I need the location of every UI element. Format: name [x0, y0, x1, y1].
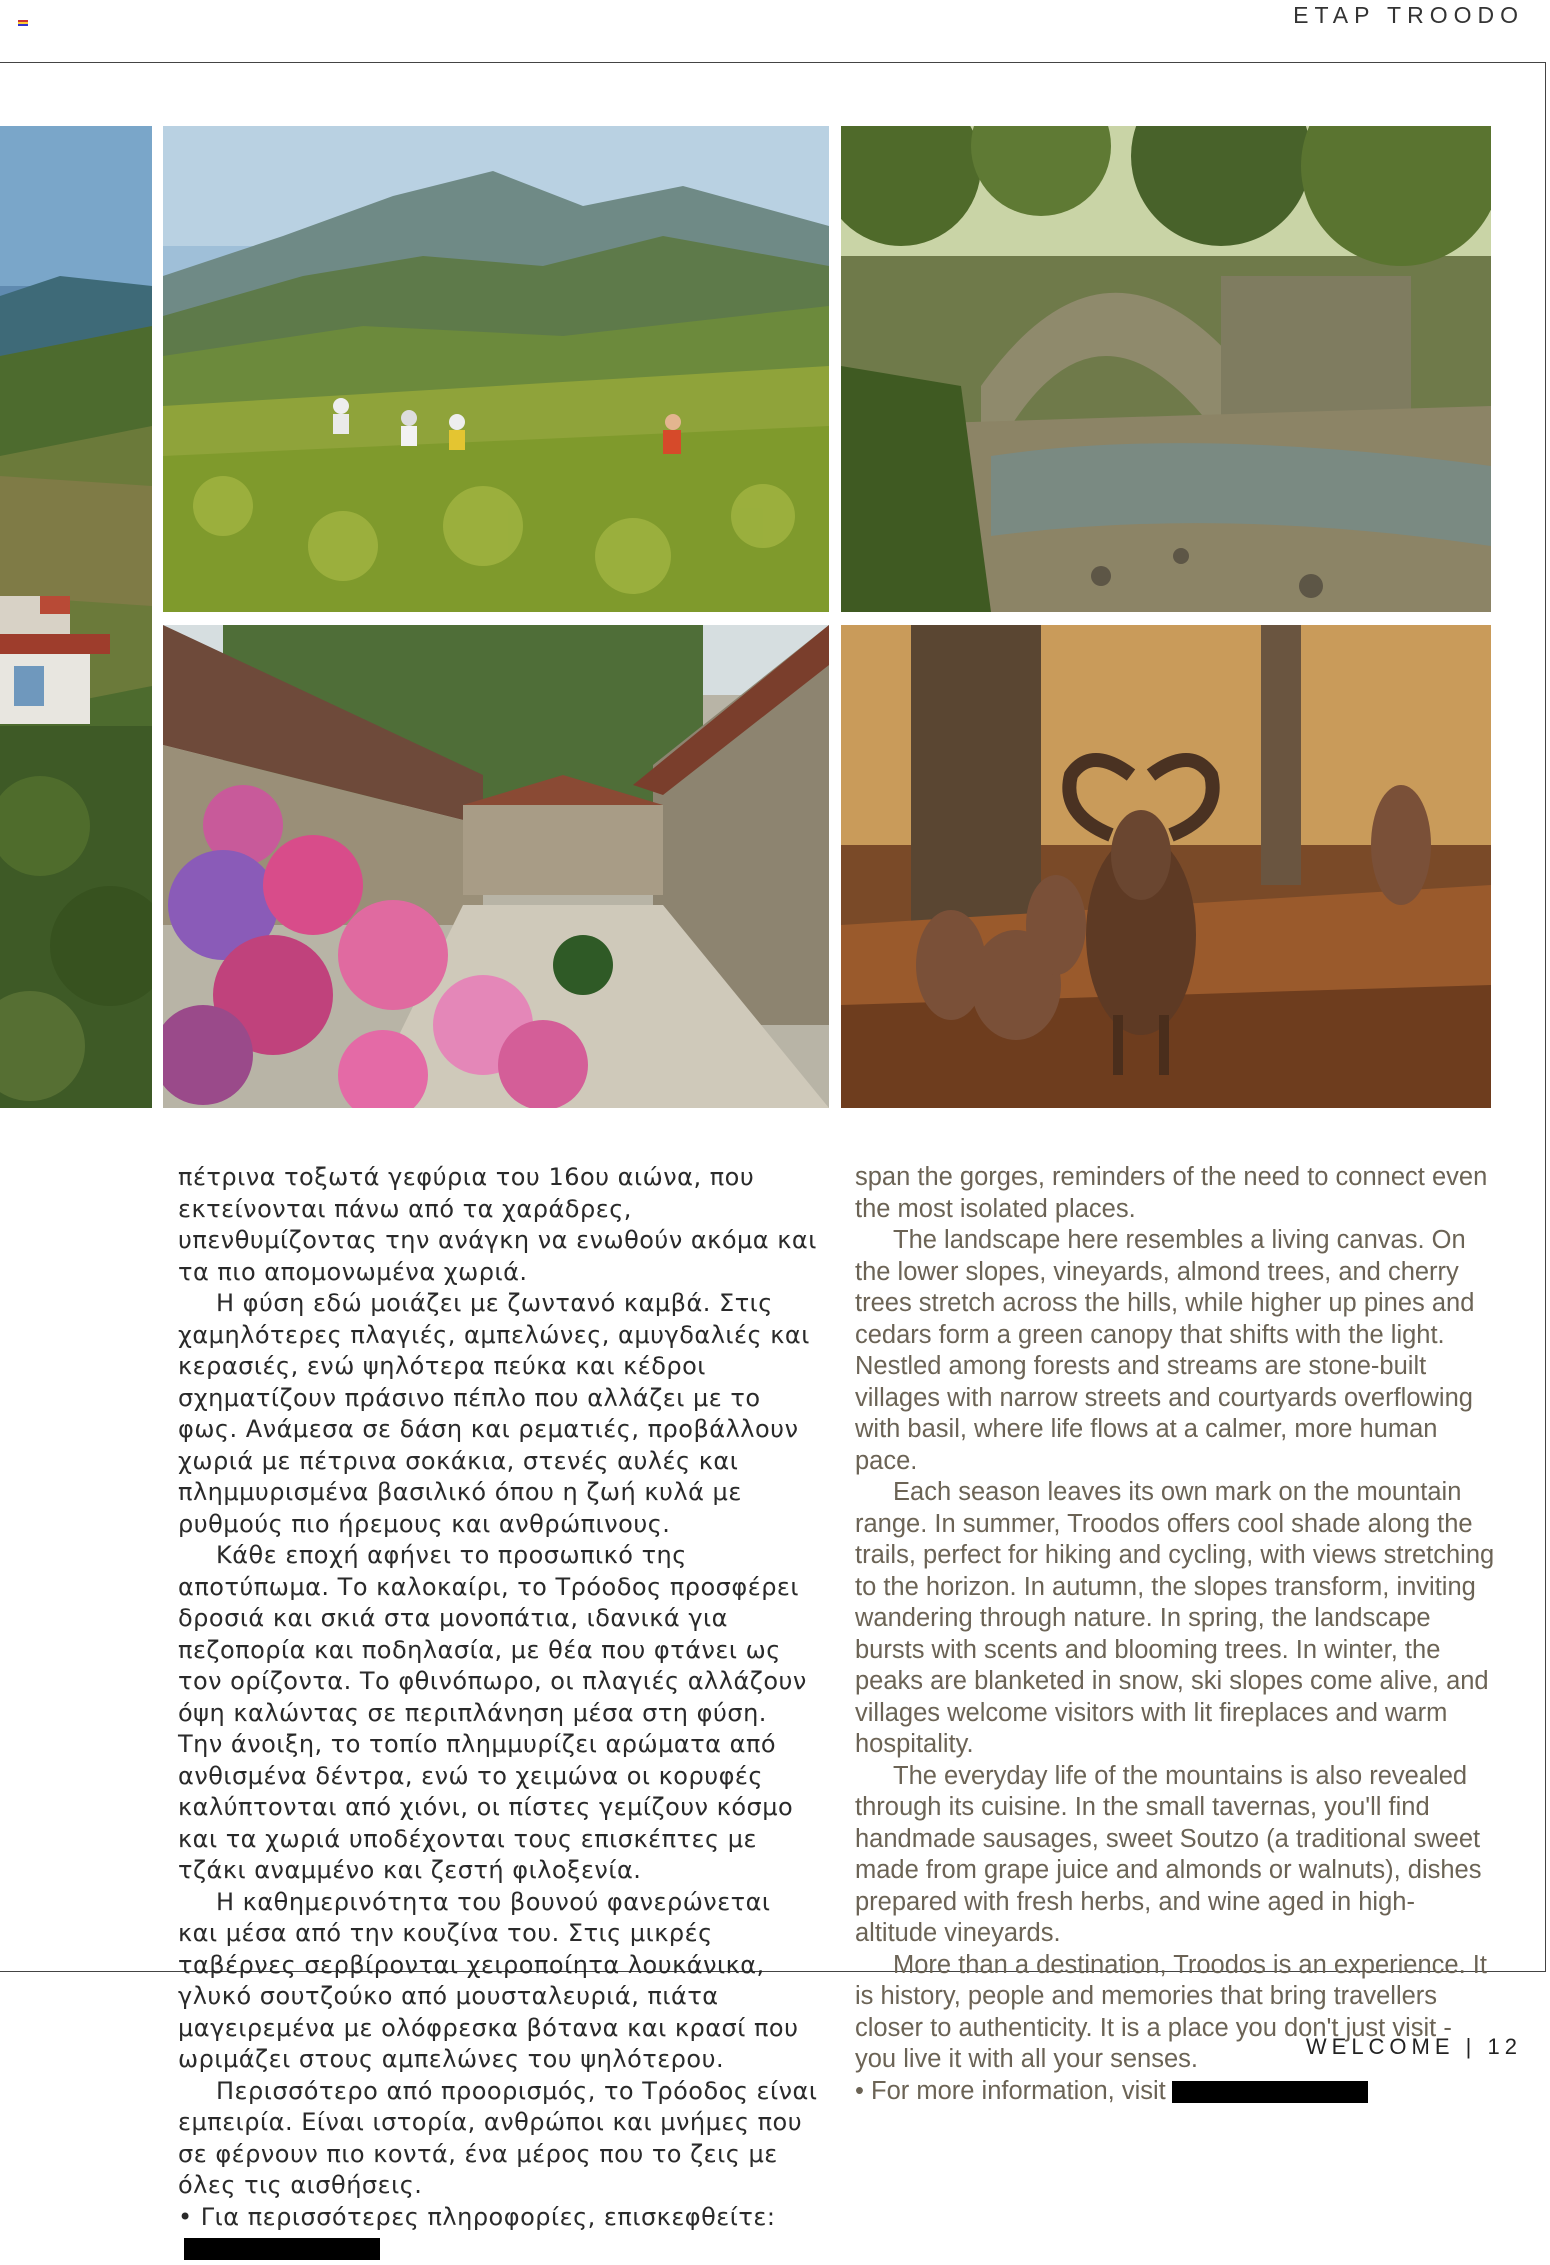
greek-paragraph-2: Η φύση εδώ μοιάζει με ζωντανό καμβά. Στις χαμηλότερες πλαγιές, αμπελώνες, αμυγδαλιές και κερασιές, ενώ ψηλότερα πεύκα και κέδροι σχηματίζουν πράσινο πέπλο που αλλάζει με το φως. Ανάμεσα σε δάση και ρεματιές, προβάλλουν χωριά με πέτρινα σοκάκια, στενές αυλές και πλημμυρισμένα βασιλικό όπου η ζωή κυλά με ρυθμούς πιο ήρεμους και ανθρώπινους. [178, 1289, 810, 1538]
page-number: 12 [1487, 2034, 1522, 2059]
photo-stone-bridge-forest [841, 126, 1491, 612]
page-footer [1306, 2034, 1522, 2060]
english-paragraph-4: The everyday life of the mountains is also revealed through its cuisine. In the small tavernas, you'll find handmade sausages, sweet Soutzo (a traditional sweet made from grape juice and almonds or walnuts), dishes prepared with fresh herbs, and wine aged in high-altitude vineyards. [855, 1761, 1482, 1947]
english-info-line [855, 2076, 1495, 2108]
greek-paragraph-4: Η καθημερινότητα του βουνού φανερώνεται και μέσα από την κουζίνα του. Στις μικρές ταβέρνες σερβίρονται χειροποίητα λουκάνικα, γλυκό σουτζούκο από μουσταλευριά, πιάτα μαγειρεμένα με ολόφρεσκα βότανα και κρασί που ωριμάζει στους αμπελώνες του ψηλότερου. [178, 1887, 799, 2073]
english-info-text: • For more information, visit [855, 2076, 1166, 2105]
redacted-link [184, 2238, 380, 2260]
footer-section-label: WELCOME | [1305, 2034, 1477, 2059]
frame-divider-right [1545, 62, 1546, 1972]
redacted-link [1172, 2081, 1368, 2103]
english-paragraph-2: The landscape here resembles a living canvas. On the lower slopes, vineyards, almond trees, and cherry trees stretch across the hills, while higher up pines and cedars form a green canopy that shifts with the light. Nestled among forests and streams are stone-built villages with narrow streets and courtyards overflowing with basil, where life flows at a calmer, more human pace. [855, 1226, 1475, 1475]
photo-mountain-village-edge [0, 126, 152, 1108]
english-paragraph-5: More than a destination, Troodos is an experience. It is history, people and memories that bring travellers closer to authenticity. It is a place you don't just visit - you live it with all your senses. [855, 1950, 1487, 2073]
english-paragraph-3: Each season leaves its own mark on the mountain range. In summer, Troodos offers cool shade along the trails, perfect for hiking and cycling, with views stretching to the horizon. In autumn, the slopes transform, inviting wandering through nature. In spring, the landscape bursts with scents and blooming trees. In winter, the peaks are blanketed in snow, ski slopes come alive, and villages welcome visitors with lit fireplaces and warm hospitality. [855, 1478, 1495, 1758]
frame-divider-top [0, 62, 1546, 63]
greek-info-line [178, 2202, 818, 2265]
greek-info-text: • Για περισσότερες πληροφορίες, επισκεφθείτε: [178, 2202, 776, 2231]
article-column-greek [178, 1162, 818, 2265]
photo-mouflon-forest [841, 625, 1491, 1108]
flag-icon [18, 20, 28, 26]
greek-paragraph-1: πέτρινα τοξωτά γεφύρια του 16ου αιώνα, που εκτείνονται πάνω από τα χαράδρες, υπενθυμίζοντας την ανάγκη να ενωθούν ακόμα και τα πιο απομονωμένα χωριά. [178, 1163, 817, 1286]
greek-paragraph-5: Περισσότερο από προορισμός, το Τρόοδος είναι εμπειρία. Είναι ιστορία, ανθρώποι και μνήμες που σε φέρνουν πιο κοντά, ένα μέρος που το ζεις με όλες τις αισθήσεις. [178, 2076, 818, 2199]
photo-vineyard-cyclists [163, 126, 829, 612]
photo-monastery-courtyard-hydrangeas [163, 625, 829, 1108]
article-column-english [855, 1162, 1495, 2107]
english-paragraph-1: span the gorges, reminders of the need to connect even the most isolated places. [855, 1163, 1488, 1223]
greek-paragraph-3: Κάθε εποχή αφήνει το προσωπικό της αποτύπωμα. Το καλοκαίρι, το Τρόοδος προσφέρει δροσιά και σκιά στα μονοπάτια, ιδανικά για πεζοπορία και ποδηλασία, με θέα που φτάνει ως τον ορίζοντα. Το φθινόπωρο, οι πλαγιές αλλάζουν όψη καλώντας σε περιπλάνηση μέσα στη φύση. Την άνοιξη, το τοπίο πλημμυρίζει αρώματα από ανθισμένα δέντρα, ενώ το χειμώνα οι κορυφές καλύπτονται από χιόνι, οι πίστες γεμίζουν κόσμο και τα χωριά υποδέχονται τους επισκέπτες με τζάκι αναμμένο και ζεστή φιλοξενία. [178, 1541, 807, 1884]
running-header: ETAP TROODO [1293, 2, 1524, 28]
